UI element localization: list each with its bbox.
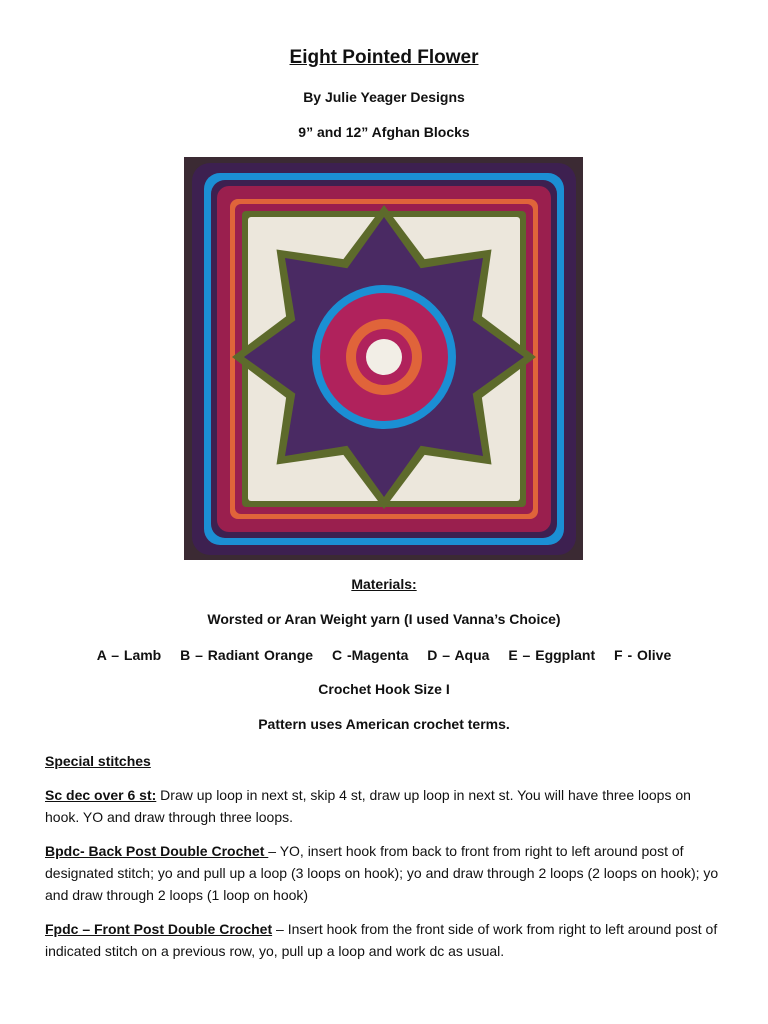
materials-terms: Pattern uses American crochet terms. — [258, 716, 510, 732]
stitch-term: Bpdc- Back Post Double Crochet — [45, 843, 269, 859]
stitch-term: Sc dec over 6 st: — [45, 787, 157, 803]
stitch-description: – YO, insert hook from back to front from right to left around post of designated stitch; yo and pull up a loop (3 loops on hook); yo and draw through 2 loops (2 loops on hook); yo and draw through 2 loops (1 loop on hook) — [45, 843, 719, 903]
color-c: C -Magenta — [331, 647, 409, 663]
color-b: B – Radiant Orange — [180, 647, 314, 663]
materials-color-list — [0, 647, 768, 663]
color-d: D – Aqua — [427, 647, 490, 663]
document-title: Eight Pointed Flower — [289, 47, 479, 68]
author-byline: By Julie Yeager Designs — [303, 89, 465, 105]
crochet-square-photo — [184, 157, 583, 560]
stitch-term: Fpdc – Front Post Double Crochet — [45, 921, 273, 937]
block-sizes-subtitle: 9” and 12” Afghan Blocks — [298, 124, 470, 140]
color-f: F - Olive — [614, 647, 672, 663]
crochet-square-illustration — [184, 157, 583, 560]
color-e: E – Eggplant — [508, 647, 596, 663]
stitch-fpdc — [45, 918, 725, 962]
materials-yarn: Worsted or Aran Weight yarn (I used Vanna’s Choice) — [207, 611, 561, 627]
stitch-bpdc — [45, 840, 725, 906]
materials-heading: Materials: — [351, 576, 417, 592]
center-lamb — [366, 339, 402, 375]
stitch-description: – Insert hook from the front side of work from right to left around post of indicated stitch on a previous row, yo, pull up a loop and work dc as usual. — [45, 921, 718, 959]
stitch-description: Draw up loop in next st, skip 4 st, draw up loop in next st. You will have three loops on hook. YO and draw through three loops. — [45, 787, 691, 825]
stitch-sc-dec — [45, 784, 725, 828]
special-stitches-heading: Special stitches — [45, 753, 151, 769]
materials-hook: Crochet Hook Size I — [318, 681, 450, 697]
color-a: A – Lamb — [96, 647, 162, 663]
